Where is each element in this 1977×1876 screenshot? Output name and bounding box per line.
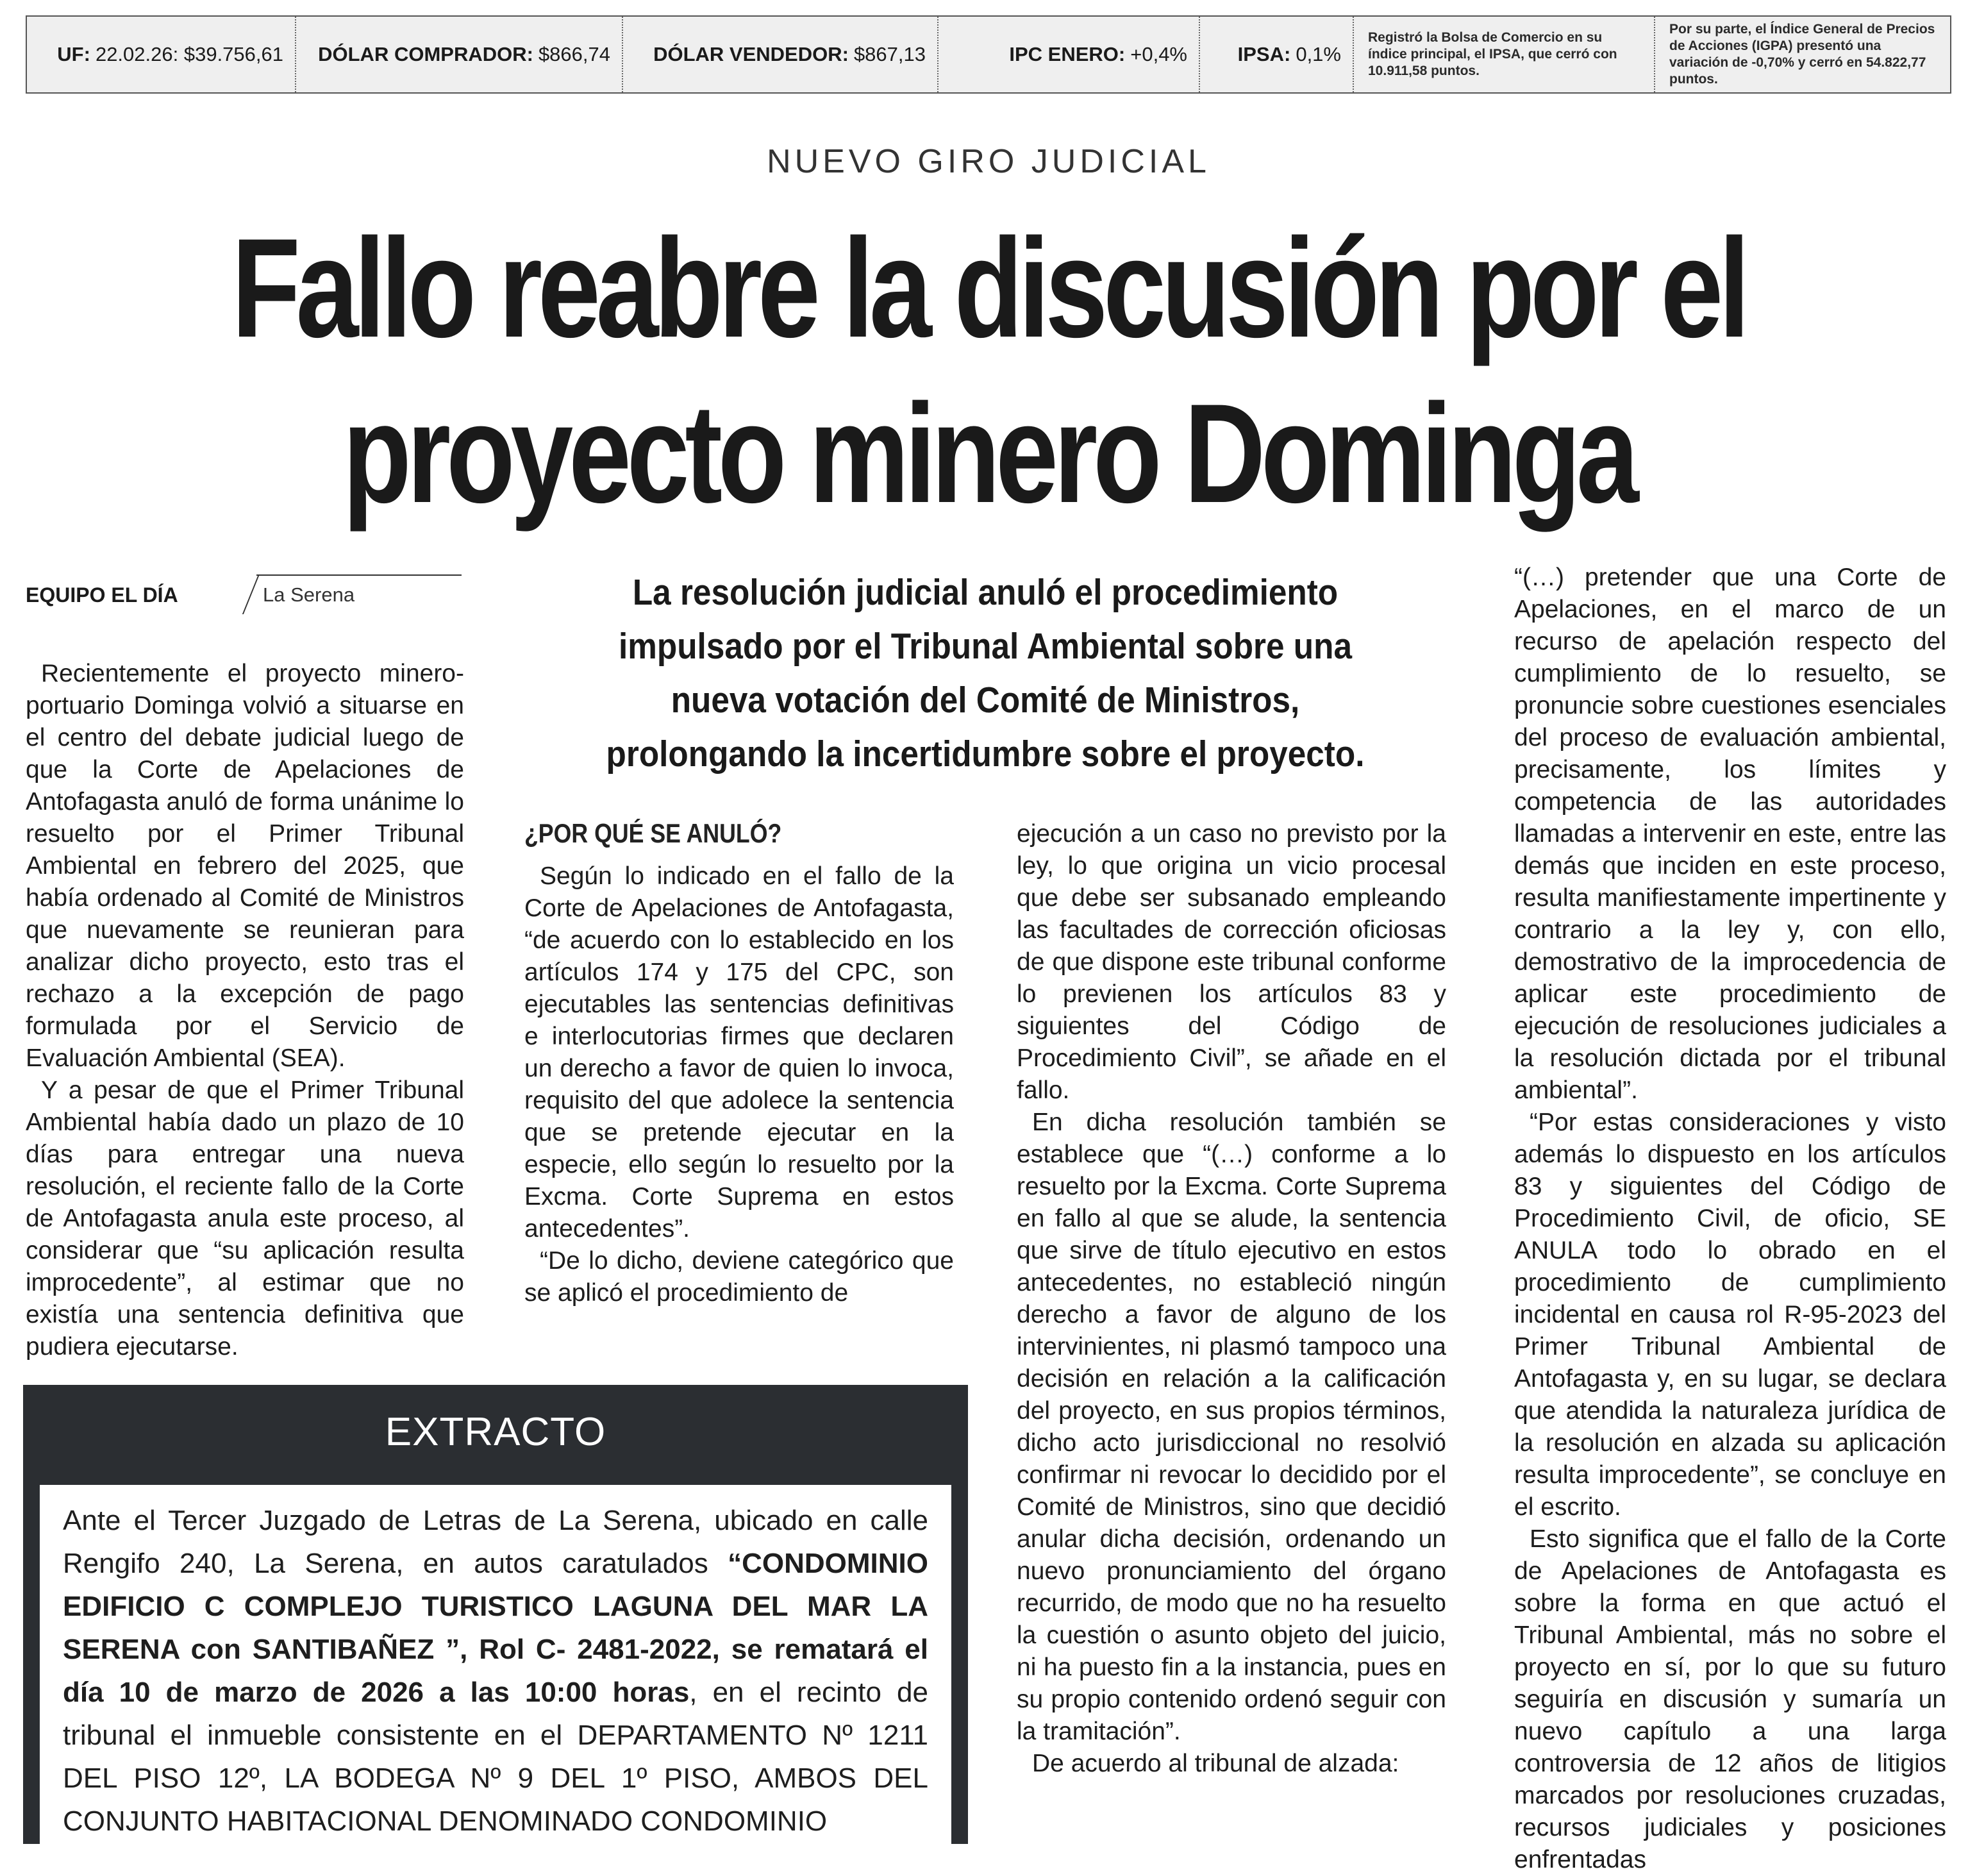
indicator-ipc-value: +0,4% [1130, 43, 1187, 65]
indicator-ipc-label: IPC ENERO: [1009, 43, 1126, 65]
extracto-text-part-3: , en el recinto de tribunal el inmueble consistente en el DEPARTAMENTO Nº 1211 DEL PISO 12º, LA BODEGA Nº 9 DEL 1º PISO, AMBOS DEL CONJUNTO HABITACIONAL DENOMINADO CONDOMINIO [63, 1677, 928, 1837]
extracto-notice-box [23, 1385, 968, 1844]
article-headline [197, 205, 1779, 536]
indicator-dolar-comprador-label: DÓLAR COMPRADOR: [318, 43, 533, 65]
article-column-2 [524, 860, 954, 1309]
extracto-title: EXTRACTO [385, 1410, 606, 1454]
indicator-uf-value: 22.02.26: $39.756,61 [95, 43, 283, 65]
column-3-paragraph: De acuerdo al tribunal de alzada: [1032, 1750, 1399, 1777]
headline-line-1: Fallo reabre la discusión por el [231, 209, 1746, 367]
economic-indicators-bar [26, 15, 1951, 94]
column-1-paragraph: Recientemente el proyecto minero-portuario Dominga volvió a situarse en el centro del debate judicial luego de que la Corte de Apelaciones de Antofagasta anuló de forma unánime lo resuelto por el Primer Tribunal Ambiental en febrero del 2025, que había ordenado al Comité de Ministros que nuevamente se reunieran para analizar dicho proyecto, esto tras el rechazo a la excepción de pago formulada por el Servicio de Evaluación Ambiental (SEA). [26, 660, 464, 1072]
extracto-text [63, 1499, 928, 1843]
column-4-paragraph: Esto significa que el fallo de la Corte de Apelaciones de Antofagasta es sobre la forma en que actuó el Tribunal Ambiental, más no sobre el proyecto en sí, por lo que su futuro seguiría en discusión y sumaría un nuevo capítulo a una larga controversia de 12 años de litigios marcados por resoluciones cruzadas, recursos judiciales y posiciones enfrentadas [1514, 1525, 1946, 1873]
indicator-ipsa [1200, 17, 1354, 92]
article-deck: La resolución judicial anuló el procedimiento impulsado por el Tribunal Ambiental sobre una nueva votación del Comité de Ministros, prolongando la incertidumbre sobre el proyecto. [606, 572, 1365, 775]
indicator-uf-label: UF: [57, 43, 90, 65]
byline-slash [242, 576, 259, 614]
column-3-paragraph: En dicha resolución también se establece que “(…) conforme a lo resuelto por la Excma. Corte Suprema en fallo al que se alude, la sentencia que sirve de título ejecutivo en estos antecedentes, no estableció ningún derecho a favor de alguno de los intervinientes, ni plasmó tampoco una decisión en relación a la calificación del proyecto, en sus propios términos, dicho acto jurisdiccional no resolvió confirmar ni revocar lo decidido por el Comité de Ministros, sino que decidió anular dicha decisión, ordenando un nuevo pronunciamiento del órgano recurrido, de modo que no ha resuelto la cuestión o asunto objeto del juicio, ni ha puesto fin a la instancia, pues en su propio contenido ordenó seguir con la tramitación”. [1017, 1109, 1446, 1745]
column-3-paragraph: ejecución a un caso no previsto por la ley, lo que origina un vicio procesal que debe ser subsanado empleando las facultades de corrección oficiosas de que dispone este tribunal conforme lo previenen los artículos 83 y siguientes del Código de Procedimiento Civil”, se añade en el fallo. [1017, 820, 1446, 1104]
byline-city: La Serena [263, 583, 355, 606]
indicator-uf [27, 17, 296, 92]
indicator-dolar-comprador-value: $866,74 [538, 43, 610, 65]
extracto-text-part-1: Ante el Tercer Juzgado de Letras de La Serena, ubicado en calle Rengifo 240, La Serena, en autos caratulados [63, 1505, 928, 1579]
column-4-paragraph: “(…) pretender que una Corte de Apelaciones, en el marco de un recurso de apelación respecto del cumplimiento de lo resuelto, se pronuncie sobre cuestiones esenciales del proceso de evaluación ambiental, precisamente, los límites y competencia de las autoridades llamadas a intervenir en este, entre las demás que inciden en este proceso, resulta manifiestamente impertinente y contrario a la ley y, con ello, demostrativo de la improcedencia de aplicar este procedimiento de ejecución de resoluciones judiciales a la resolución dictada por el tribunal ambiental”. [1514, 564, 1946, 1104]
indicator-dolar-comprador [296, 17, 623, 92]
headline-line-2: proyecto minero Dominga [342, 374, 1635, 532]
indicator-ipsa-note: Registró la Bolsa de Comercio en su índice principal, el IPSA, que cerró con 10.911,58 puntos. [1354, 17, 1655, 92]
indicator-ipc [938, 17, 1200, 92]
byline-rule [256, 574, 462, 576]
indicator-dolar-vendedor [623, 17, 938, 92]
article-column-4 [1514, 562, 1946, 1876]
indicator-ipsa-value: 0,1% [1296, 43, 1341, 65]
indicator-igpa-note: Por su parte, el Índice General de Precios de Acciones (IGPA) presentó una variación de -0,70% y cerró en 54.822,77 puntos. [1669, 21, 1935, 87]
article-column-1 [26, 658, 464, 1363]
article-column-3 [1017, 818, 1446, 1780]
article-kicker: NUEVO GIRO JUDICIAL [767, 143, 1210, 180]
indicator-dolar-vendedor-label: DÓLAR VENDEDOR: [653, 43, 849, 65]
extracto-body [40, 1485, 951, 1844]
section-subhead: ¿POR QUÉ SE ANULÓ? [524, 818, 782, 848]
column-1-paragraph: Y a pesar de que el Primer Tribunal Ambiental había dado un plazo de 10 días para entregar una nueva resolución, el reciente fallo de la Corte de Antofagasta anula este proceso, al considerar que “su aplicación resulta improcedente”, al estimar que no existía una sentencia definitiva que pudiera ejecutarse. [26, 1076, 464, 1361]
byline-team: EQUIPO EL DÍA [26, 583, 178, 607]
column-2-paragraph: Según lo indicado en el fallo de la Corte de Apelaciones de Antofagasta, “de acuerdo con lo establecido en los artículos 174 y 175 del CPC, son ejecutables las sentencias definitivas e interlocutorias firmes que declaren un derecho a favor de quien lo invoca, requisito del que adolece la sentencia que se pretende ejecutar en la especie, ello según lo resuelto por la Excma. Corte Suprema en estos antecedentes”. [524, 862, 954, 1243]
indicator-ipsa-label: IPSA: [1237, 43, 1291, 65]
column-4-paragraph: “Por estas consideraciones y visto además lo dispuesto en los artículos 83 y siguientes del Código de Procedimiento Civil, de oficio, SE ANULA todo lo obrado en el procedimiento de cumplimiento incidental en causa rol R-95-2023 del Primer Tribunal Ambiental de Antofagasta y, en su lugar, se declara que atendida la naturaleza jurídica de la resolución en alzada su aplicación resulta improcedente”, se concluye en el escrito. [1514, 1109, 1946, 1521]
byline [26, 574, 462, 616]
indicator-dolar-vendedor-value: $867,13 [853, 43, 926, 65]
extracto-text-bold: “CONDOMINIO EDIFICIO C COMPLEJO TURISTICO LAGUNA DEL MAR LA SERENA con SANTIBAÑEZ ”, Rol C- 2481-2022, se rematará el día 10 de marzo de 2026 a las 10:00 horas [63, 1548, 928, 1708]
column-2-paragraph: “De lo dicho, deviene categórico que se aplicó el procedimiento de [524, 1247, 954, 1307]
